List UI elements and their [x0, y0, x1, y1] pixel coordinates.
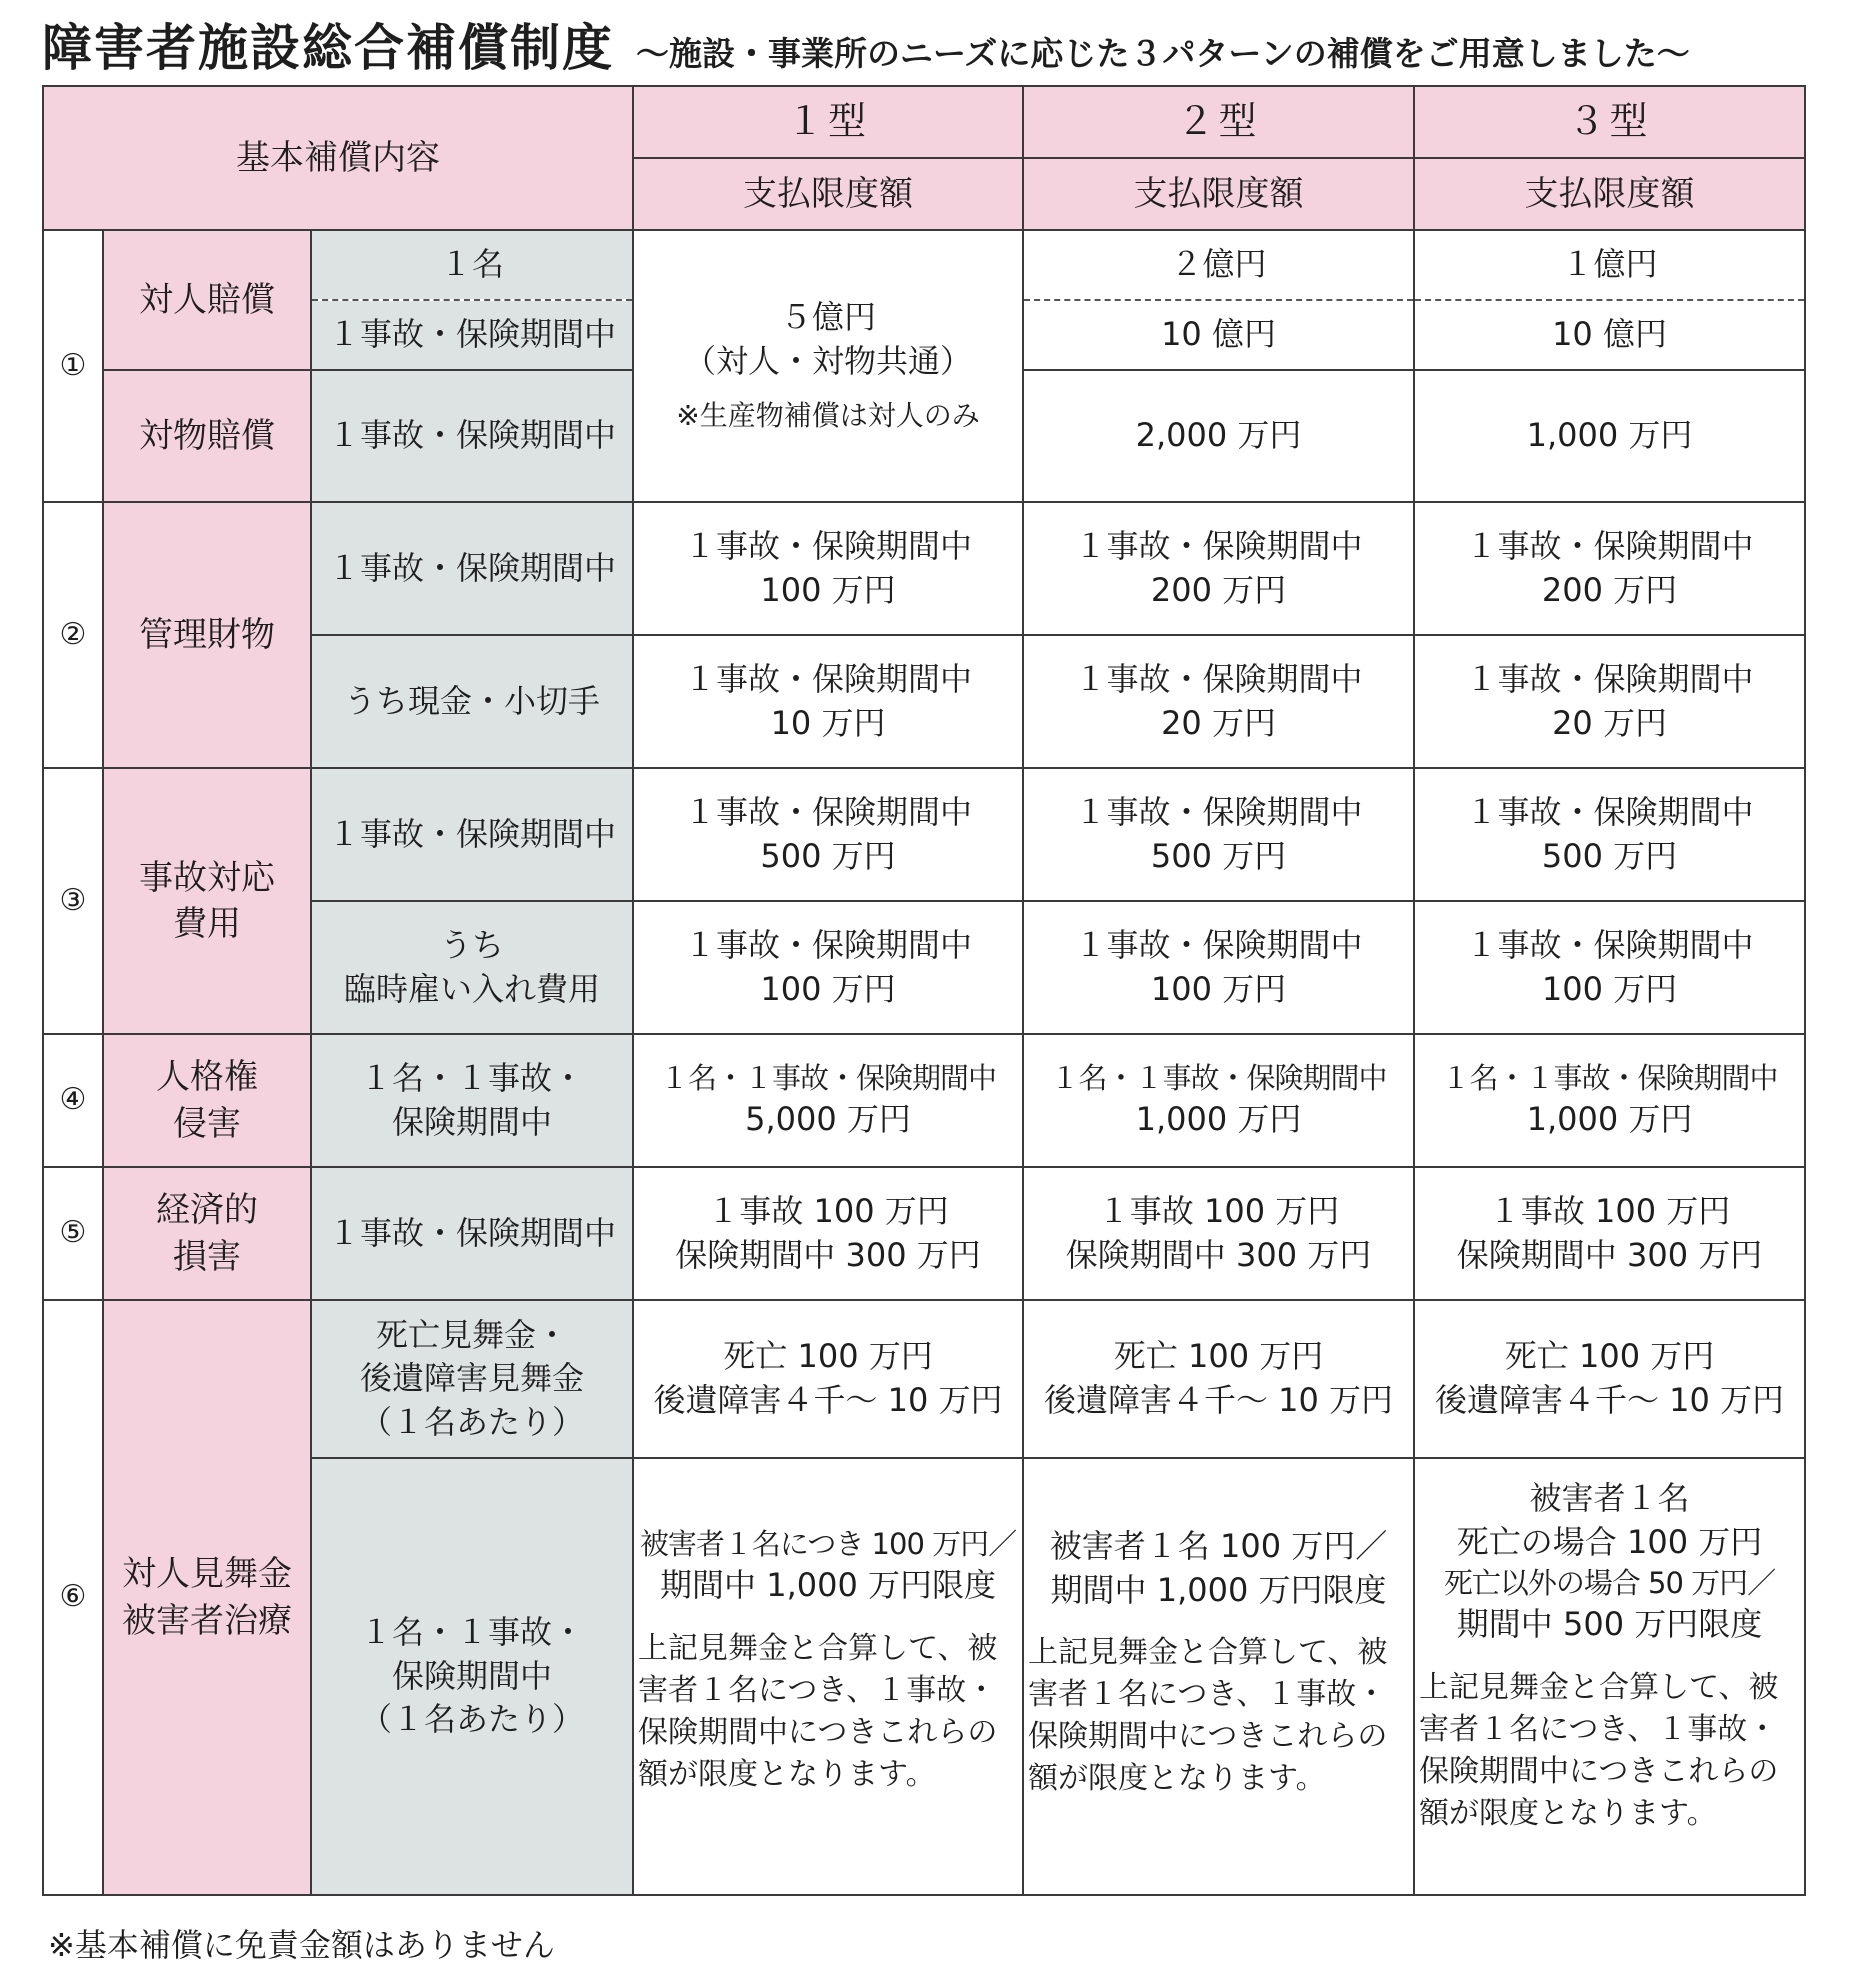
cell-type3: [1414, 1458, 1805, 1895]
cell-text: 被害者１名 100 万円／: [1049, 1527, 1388, 1565]
cell-note: ※生産物補償は対人のみ: [676, 399, 980, 433]
row-sub-line: （１名あたり）: [360, 1402, 585, 1441]
row-sub: [311, 1034, 633, 1167]
cell-type2: [1023, 768, 1414, 901]
row-sub-line: 後遺障害見舞金: [360, 1359, 585, 1398]
cell-type2: [1023, 1034, 1414, 1167]
cell-text: １事故 100 万円: [707, 1191, 949, 1230]
row-sub: １事故・保険期間中: [311, 1167, 633, 1300]
table-row: [43, 1167, 1805, 1300]
row-sub: うち現金・小切手: [311, 635, 633, 768]
page-title: 障害者施設総合補償制度: [42, 19, 614, 77]
cell-text: 保険期間中 300 万円: [1065, 1235, 1372, 1274]
cell-text: 100 万円: [760, 570, 896, 609]
row-sub: １事故・保険期間中: [311, 502, 633, 635]
cell-text: 1,000 万円: [1135, 1100, 1302, 1139]
cell-text: 1,000 万円: [1526, 1100, 1693, 1139]
row-label: [103, 1300, 311, 1895]
row-number: ③: [43, 768, 103, 1034]
cell-type3: [1414, 1300, 1805, 1458]
cell-text: 保険期間中 300 万円: [675, 1235, 981, 1274]
coverage-table: [42, 85, 1806, 1896]
row-label-line: 対人見舞金: [122, 1554, 292, 1595]
row-label-line: 被害者治療: [122, 1600, 292, 1641]
cell-text: １事故 100 万円: [1097, 1191, 1340, 1230]
row-label-line: 経済的: [156, 1190, 258, 1231]
row-label-taibutsu: 対物賠償: [103, 370, 311, 502]
cell-type2-property: 2,000 万円: [1023, 370, 1414, 502]
cell-text: 20 万円: [1552, 703, 1667, 742]
cell-text: 期間中 1,000 万円限度: [660, 1566, 996, 1605]
row-label-line: 人格権: [156, 1057, 258, 1098]
header-basic-coverage: 基本補償内容: [43, 86, 633, 230]
cell-text: １名・１事故・保険期間中: [660, 1061, 997, 1096]
cell-text: 死亡 100 万円: [1504, 1337, 1715, 1376]
page-subtitle: 〜施設・事業所のニーズに応じた３パターンの補償をご用意しました〜: [636, 34, 1690, 73]
cell-text: 死亡 100 万円: [723, 1337, 933, 1376]
cell-type2: [1023, 1167, 1414, 1300]
cell-type1: [633, 1458, 1023, 1895]
cell-text: 500 万円: [1150, 836, 1287, 875]
cell-text: １事故・保険期間中: [1465, 659, 1754, 698]
cell-text: 死亡の場合 100 万円: [1456, 1522, 1763, 1561]
cell-text: １事故・保険期間中: [1465, 925, 1754, 964]
cell-type2: [1023, 901, 1414, 1034]
header-limit-type-1: 支払限度額: [633, 158, 1023, 230]
coverage-table-wrapper: [42, 85, 1806, 1896]
cell-type1: [633, 635, 1023, 768]
cell-type2-accident: 10 億円: [1023, 300, 1414, 370]
cell-text: 10 万円: [770, 703, 886, 742]
cell-text: 死亡 100 万円: [1113, 1337, 1324, 1376]
cell-text: １事故・保険期間中: [1465, 792, 1754, 831]
cell-text: １事故・保険期間中: [1074, 526, 1363, 565]
row-number: ⑥: [43, 1300, 103, 1895]
cell-text: 100 万円: [1150, 969, 1287, 1008]
row-label-taijin: 対人賠償: [103, 230, 311, 370]
cell-type1-liability: [633, 230, 1023, 502]
row-sub-line: １名・１事故・: [360, 1613, 585, 1652]
footnote: ※基本補償に免責金額はありません: [48, 1926, 555, 1964]
cell-text: １名・１事故・保険期間中: [1441, 1061, 1778, 1096]
cell-text: １事故・保険期間中: [684, 526, 973, 565]
cell-type3: [1414, 502, 1805, 635]
cell-type3: [1414, 1034, 1805, 1167]
cell-type1: [633, 1167, 1023, 1300]
header-limit-type-2: 支払限度額: [1023, 158, 1414, 230]
row-sub: [311, 1458, 633, 1895]
row-number: ②: [43, 502, 103, 768]
cell-note: 上記見舞金と合算して、被害者１名につき、１事故・保険期間中につきこれらの額が限度となります。: [638, 1630, 998, 1792]
header-type-1: １型: [633, 86, 1023, 158]
cell-text: 期間中 1,000 万円限度: [1050, 1570, 1387, 1609]
row-number: ④: [43, 1034, 103, 1167]
cell-text: １事故・保険期間中: [684, 792, 973, 831]
cell-type3-person: １億円: [1414, 230, 1805, 300]
row-label: [103, 768, 311, 1034]
row-label-line: 事故対応: [139, 857, 275, 898]
cell-text: 被害者１名: [1529, 1479, 1690, 1517]
row-number: ①: [43, 230, 103, 502]
header-type-2: ２型: [1023, 86, 1414, 158]
row-sub-line: 保険期間中: [392, 1656, 553, 1695]
cell-text: 期間中 500 万円限度: [1456, 1605, 1763, 1644]
row-sub: [311, 1300, 633, 1458]
cell-text: 500 万円: [760, 836, 896, 875]
cell-text: １名・１事故・保険期間中: [1050, 1061, 1387, 1096]
row-sub-line: （１名あたり）: [360, 1700, 585, 1739]
row-label-line: 費用: [173, 904, 241, 944]
row-sub-line: 臨時雇い入れ費用: [344, 969, 601, 1008]
cell-text: 500 万円: [1541, 836, 1678, 875]
cell-type1: [633, 768, 1023, 901]
header-type-3: ３型: [1414, 86, 1805, 158]
cell-text: １事故・保険期間中: [684, 925, 973, 964]
cell-text: 後遺障害４千〜 10 万円: [1434, 1381, 1785, 1419]
cell-text: 後遺障害４千〜 10 万円: [653, 1381, 1003, 1419]
row-sub: [311, 901, 633, 1034]
cell-type2: [1023, 1458, 1414, 1895]
cell-text: ５億円: [780, 298, 877, 337]
cell-text: 後遺障害４千〜 10 万円: [1043, 1381, 1394, 1419]
cell-type3: [1414, 1167, 1805, 1300]
row-label: [103, 1034, 311, 1167]
cell-type2: [1023, 635, 1414, 768]
cell-text: 100 万円: [760, 969, 896, 1008]
cell-text: １事故・保険期間中: [1074, 925, 1363, 964]
cell-type1: [633, 1300, 1023, 1458]
row-sub-line: １名・１事故・: [360, 1058, 585, 1097]
row-label: [103, 1167, 311, 1300]
cell-type3-accident: 10 億円: [1414, 300, 1805, 370]
cell-type3: [1414, 635, 1805, 768]
cell-text: １事故・保険期間中: [1074, 792, 1363, 831]
cell-type1: [633, 502, 1023, 635]
cell-type1: [633, 901, 1023, 1034]
cell-text: １事故 100 万円: [1488, 1191, 1731, 1230]
row-sub-accident: １事故・保険期間中: [311, 300, 633, 370]
cell-text: 被害者１名につき 100 万円／: [639, 1527, 1017, 1561]
row-label-line: 損害: [173, 1236, 241, 1277]
header-row-types: [43, 86, 1805, 158]
cell-type1: [633, 1034, 1023, 1167]
cell-note: 上記見舞金と合算して、被害者１名につき、１事故・保険期間中につきこれらの額が限度となります。: [1028, 1635, 1388, 1797]
row-sub-accident: １事故・保険期間中: [311, 370, 633, 502]
row-sub: １事故・保険期間中: [311, 768, 633, 901]
cell-text: １事故・保険期間中: [1074, 659, 1363, 698]
cell-type2: [1023, 502, 1414, 635]
cell-text: 200 万円: [1150, 570, 1287, 609]
table-row: [43, 1300, 1805, 1458]
cell-text: （対人・対物共通）: [684, 341, 973, 380]
row-sub-line: 保険期間中: [392, 1102, 553, 1141]
table-row: [43, 1034, 1805, 1167]
table-row: [43, 502, 1805, 635]
page-title-row: [42, 8, 1832, 78]
cell-text: １事故・保険期間中: [684, 659, 973, 698]
row-sub-line: うち: [440, 925, 505, 964]
table-row: [43, 230, 1805, 300]
cell-text: 5,000 万円: [745, 1100, 911, 1139]
cell-text: 20 万円: [1161, 703, 1276, 742]
row-sub-person: １名: [311, 230, 633, 300]
cell-text: 200 万円: [1541, 570, 1678, 609]
row-sub-line: 死亡見舞金・: [376, 1315, 569, 1354]
row-label: 管理財物: [103, 502, 311, 768]
cell-text: １事故・保険期間中: [1465, 526, 1754, 565]
table-row: [43, 768, 1805, 901]
cell-text: 死亡以外の場合 50 万円／: [1443, 1566, 1776, 1601]
header-limit-type-3: 支払限度額: [1414, 158, 1805, 230]
cell-type3: [1414, 768, 1805, 901]
row-number: ⑤: [43, 1167, 103, 1300]
row-label-line: 侵害: [173, 1103, 241, 1144]
cell-type3: [1414, 901, 1805, 1034]
cell-text: 100 万円: [1541, 969, 1678, 1008]
cell-type2-person: ２億円: [1023, 230, 1414, 300]
cell-note: 上記見舞金と合算して、被害者１名につき、１事故・保険期間中につきこれらの額が限度となります。: [1419, 1669, 1779, 1831]
cell-text: 保険期間中 300 万円: [1456, 1235, 1763, 1274]
cell-type3-property: 1,000 万円: [1414, 370, 1805, 502]
cell-type2: [1023, 1300, 1414, 1458]
